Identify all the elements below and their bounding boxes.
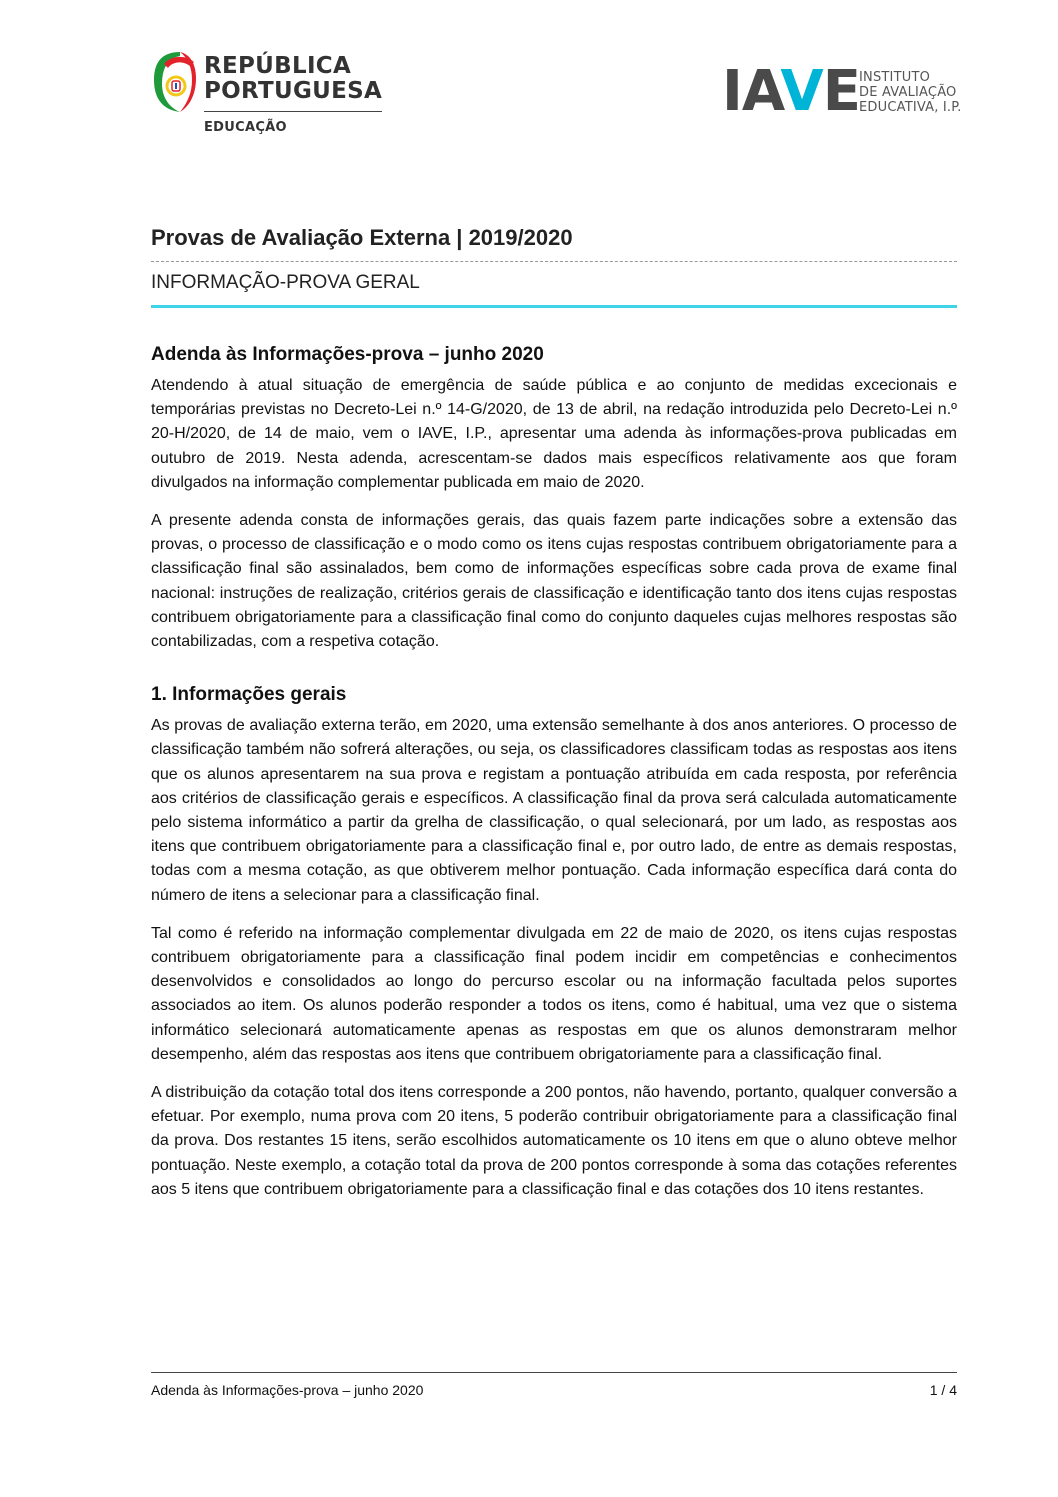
iave-line3: EDUCATIVA, I.P. xyxy=(859,100,962,115)
footer-row xyxy=(151,1382,957,1398)
title-dashed-divider xyxy=(151,261,957,262)
republica-subtitle: EDUCAÇÃO xyxy=(204,120,287,135)
iave-institute-name xyxy=(859,70,962,115)
footer-divider xyxy=(151,1372,957,1373)
page-number: 1 / 4 xyxy=(929,1382,957,1398)
section-heading-informacoes-gerais: 1. Informações gerais xyxy=(151,684,347,706)
subtitle-accent-rule xyxy=(151,305,957,308)
republica-line2: PORTUGUESA xyxy=(204,78,383,104)
paragraph: A presente adenda consta de informações gerais, das quais fazem parte indicações sobre a extensão das provas, o processo de classificação e o modo como os itens cujas respostas contribuem obrigatoriamente para a classificação final são assinalados, bem como de informações específicas sobre cada prova de exame final nacional: instruções de realização, critérios gerais de classificação e identificação tanto dos itens cujas respostas contribuem obrigatoriamente para a classificação final como do conjunto daqueles cujas melhores respostas são contabilizadas, com a respetiva cotação. xyxy=(151,512,957,651)
iave-wordmark xyxy=(722,59,860,124)
iave-mark-accent: V xyxy=(780,59,823,124)
paragraph: Atendendo à atual situação de emergência de saúde pública e ao conjunto de medidas excecionais e temporárias previstas no Decreto-Lei n.º 14-G/2020, de 13 de abril, na redação introduzida pelo Decreto-Lei n.º 20-H/2020, de 14 de maio, vem o IAVE, I.P., apresentar uma adenda às informações-prova publicadas em outubro de 2019. Nesta adenda, acrescentam-se dados mais específicos relativamente aos que foram divulgados na informação complementar publicada em maio de 2020. xyxy=(151,377,957,491)
iave-mark-right: E xyxy=(822,59,860,124)
section-heading-adenda: Adenda às Informações-prova – junho 2020 xyxy=(151,344,544,365)
footer-document-name: Adenda às Informações-prova – junho 2020 xyxy=(151,1382,424,1398)
logo-divider xyxy=(204,111,382,112)
paragraph: A distribuição da cotação total dos itens corresponde a 200 pontos, não havendo, portanto, qualquer conversão a efetuar. Por exemplo, numa prova com 20 itens, 5 poderão contribuir obrigatoriamente para a classificação final da prova. Dos restantes 15 itens, serão escolhidos automaticamente os 10 itens em que o aluno obteve melhor pontuação. Neste exemplo, a cotação total da prova de 200 pontos corresponde à soma das cotações referentes aos 5 itens que contribuem obrigatoriamente para a classificação final e das cotações dos 10 itens restantes. xyxy=(151,1084,957,1198)
iave-line1: INSTITUTO xyxy=(859,70,931,85)
paragraph: As provas de avaliação externa terão, em 2020, uma extensão semelhante à dos anos anteriores. O processo de classificação também não sofrerá alterações, ou seja, os classificadores classificam todas as respostas aos itens que os alunos apresentarem na sua prova e registam a pontuação atribuída em cada resposta, por referência aos critérios de classificação gerais e específicos. A classificação final da prova será calculada automaticamente pelo sistema informático a partir da grelha de classificação, o qual selecionará, por um lado, as respostas aos itens que contribuem obrigatoriamente para a classificação final e, por outro lado, de entre as demais respostas, todas com a mesma cotação, as que obtiverem melhor pontuação. Cada informação específica dará conta do número de itens a selecionar para a classificação final. xyxy=(151,717,957,904)
republica-line1: REPÚBLICA xyxy=(204,53,352,79)
document-title: Provas de Avaliação Externa | 2019/2020 xyxy=(151,225,573,250)
iave-line2: DE AVALIAÇÃO xyxy=(859,85,957,100)
paragraph: Tal como é referido na informação complementar divulgada em 22 de maio de 2020, os itens cujas respostas contribuem obrigatoriamente para a classificação final podem incidir em competências e conhecimentos desenvolvidos e consolidados ao longo do percurso escolar ou na informação facultada pelos suportes associados ao item. Os alunos poderão responder a todos os itens, como é habitual, uma vez que o sistema informático selecionará automaticamente apenas as respostas em que os alunos demonstraram melhor desempenho, além das respostas aos itens que contribuem obrigatoriamente para a classificação final. xyxy=(151,924,957,1063)
page-footer xyxy=(151,1372,957,1398)
document-subtitle: INFORMAÇÃO-PROVA GERAL xyxy=(151,272,420,293)
republica-portuguesa-logo xyxy=(150,50,390,145)
republica-portuguesa-wordmark xyxy=(204,54,382,104)
iave-logo xyxy=(722,59,972,128)
page-header xyxy=(0,0,1058,160)
portugal-flag-icon xyxy=(150,50,198,114)
iave-mark-left: IA xyxy=(722,59,781,124)
document-body xyxy=(151,222,957,1202)
